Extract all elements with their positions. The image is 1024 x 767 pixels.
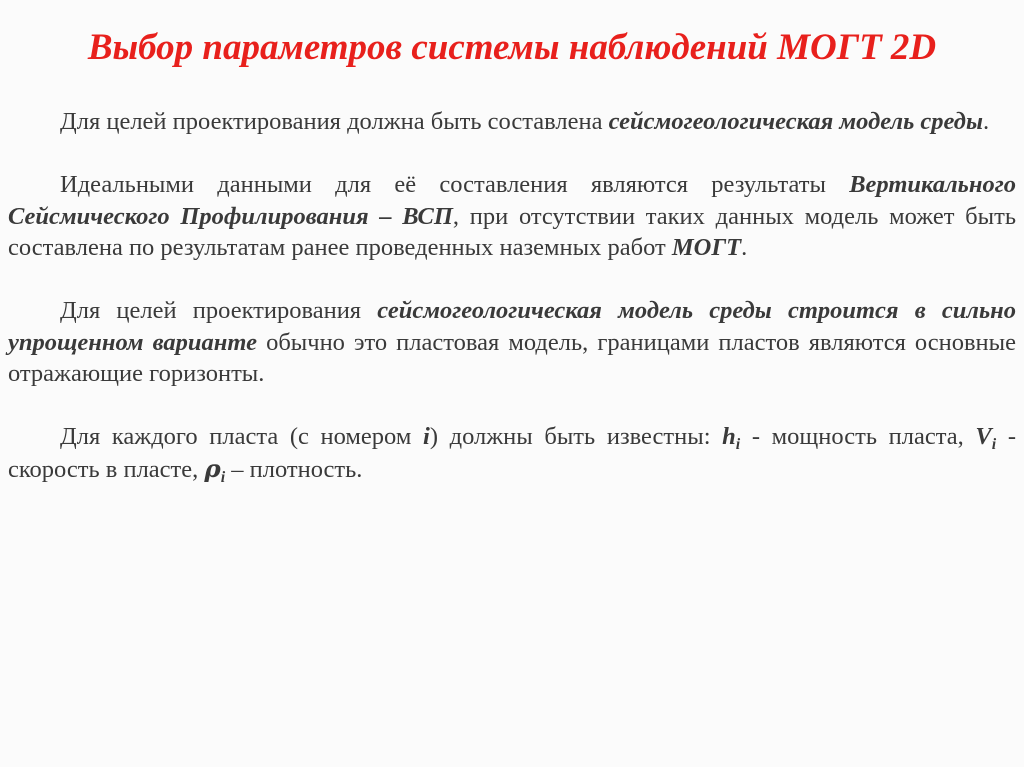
paragraph-model-requirement bbox=[8, 106, 1016, 138]
text-run: . bbox=[982, 108, 990, 135]
emphasis-mogt: МОГТ bbox=[671, 234, 742, 261]
emphasis-model: сейсмогеологическая модель среды bbox=[608, 108, 983, 135]
symbol-h: h bbox=[722, 423, 736, 450]
subscript-i: i bbox=[220, 468, 226, 486]
slide-title: Выбор параметров системы наблюдений МОГТ 2D bbox=[87, 27, 937, 68]
text-run: Для каждого пласта (с номером bbox=[60, 423, 423, 450]
paragraph-layer-parameters bbox=[8, 421, 1016, 485]
symbol-rho: ρ bbox=[204, 453, 221, 483]
symbol-i: i bbox=[423, 423, 430, 450]
paragraph-simplified-model bbox=[8, 295, 1016, 390]
emphasis-simplified: сейсмогеологическая модель среды строится в сильно упрощенном варианте bbox=[8, 297, 1016, 356]
text-run: – плотность. bbox=[225, 455, 363, 483]
text-run: Для целей проектирования bbox=[60, 297, 378, 324]
subscript-i: i bbox=[735, 435, 741, 453]
text-run: - скорость в пласте, bbox=[8, 423, 1016, 483]
text-run: - мощность пласта, bbox=[740, 423, 976, 450]
slide-body bbox=[8, 106, 1016, 517]
text-run: Идеальными данными для её составления являются результаты bbox=[60, 171, 850, 198]
text-run: обычно это пластовая модель, границами пластов являются основные отражающие горизонты. bbox=[8, 328, 1017, 387]
emphasis-vsp: Вертикального Сейсмического Профилирования – ВСП bbox=[8, 171, 1016, 230]
symbol-v: V bbox=[975, 423, 992, 450]
text-run: ) должны быть известны: bbox=[429, 423, 723, 450]
text-run: , при отсутствии таких данных модель может быть составлена по результатам ранее проведенных наземных работ bbox=[8, 202, 1016, 261]
paragraph-data-sources bbox=[8, 169, 1016, 264]
text-run: Для целей проектирования должна быть составлена bbox=[60, 108, 609, 135]
text-run: . bbox=[741, 234, 748, 261]
subscript-i: i bbox=[991, 435, 997, 453]
